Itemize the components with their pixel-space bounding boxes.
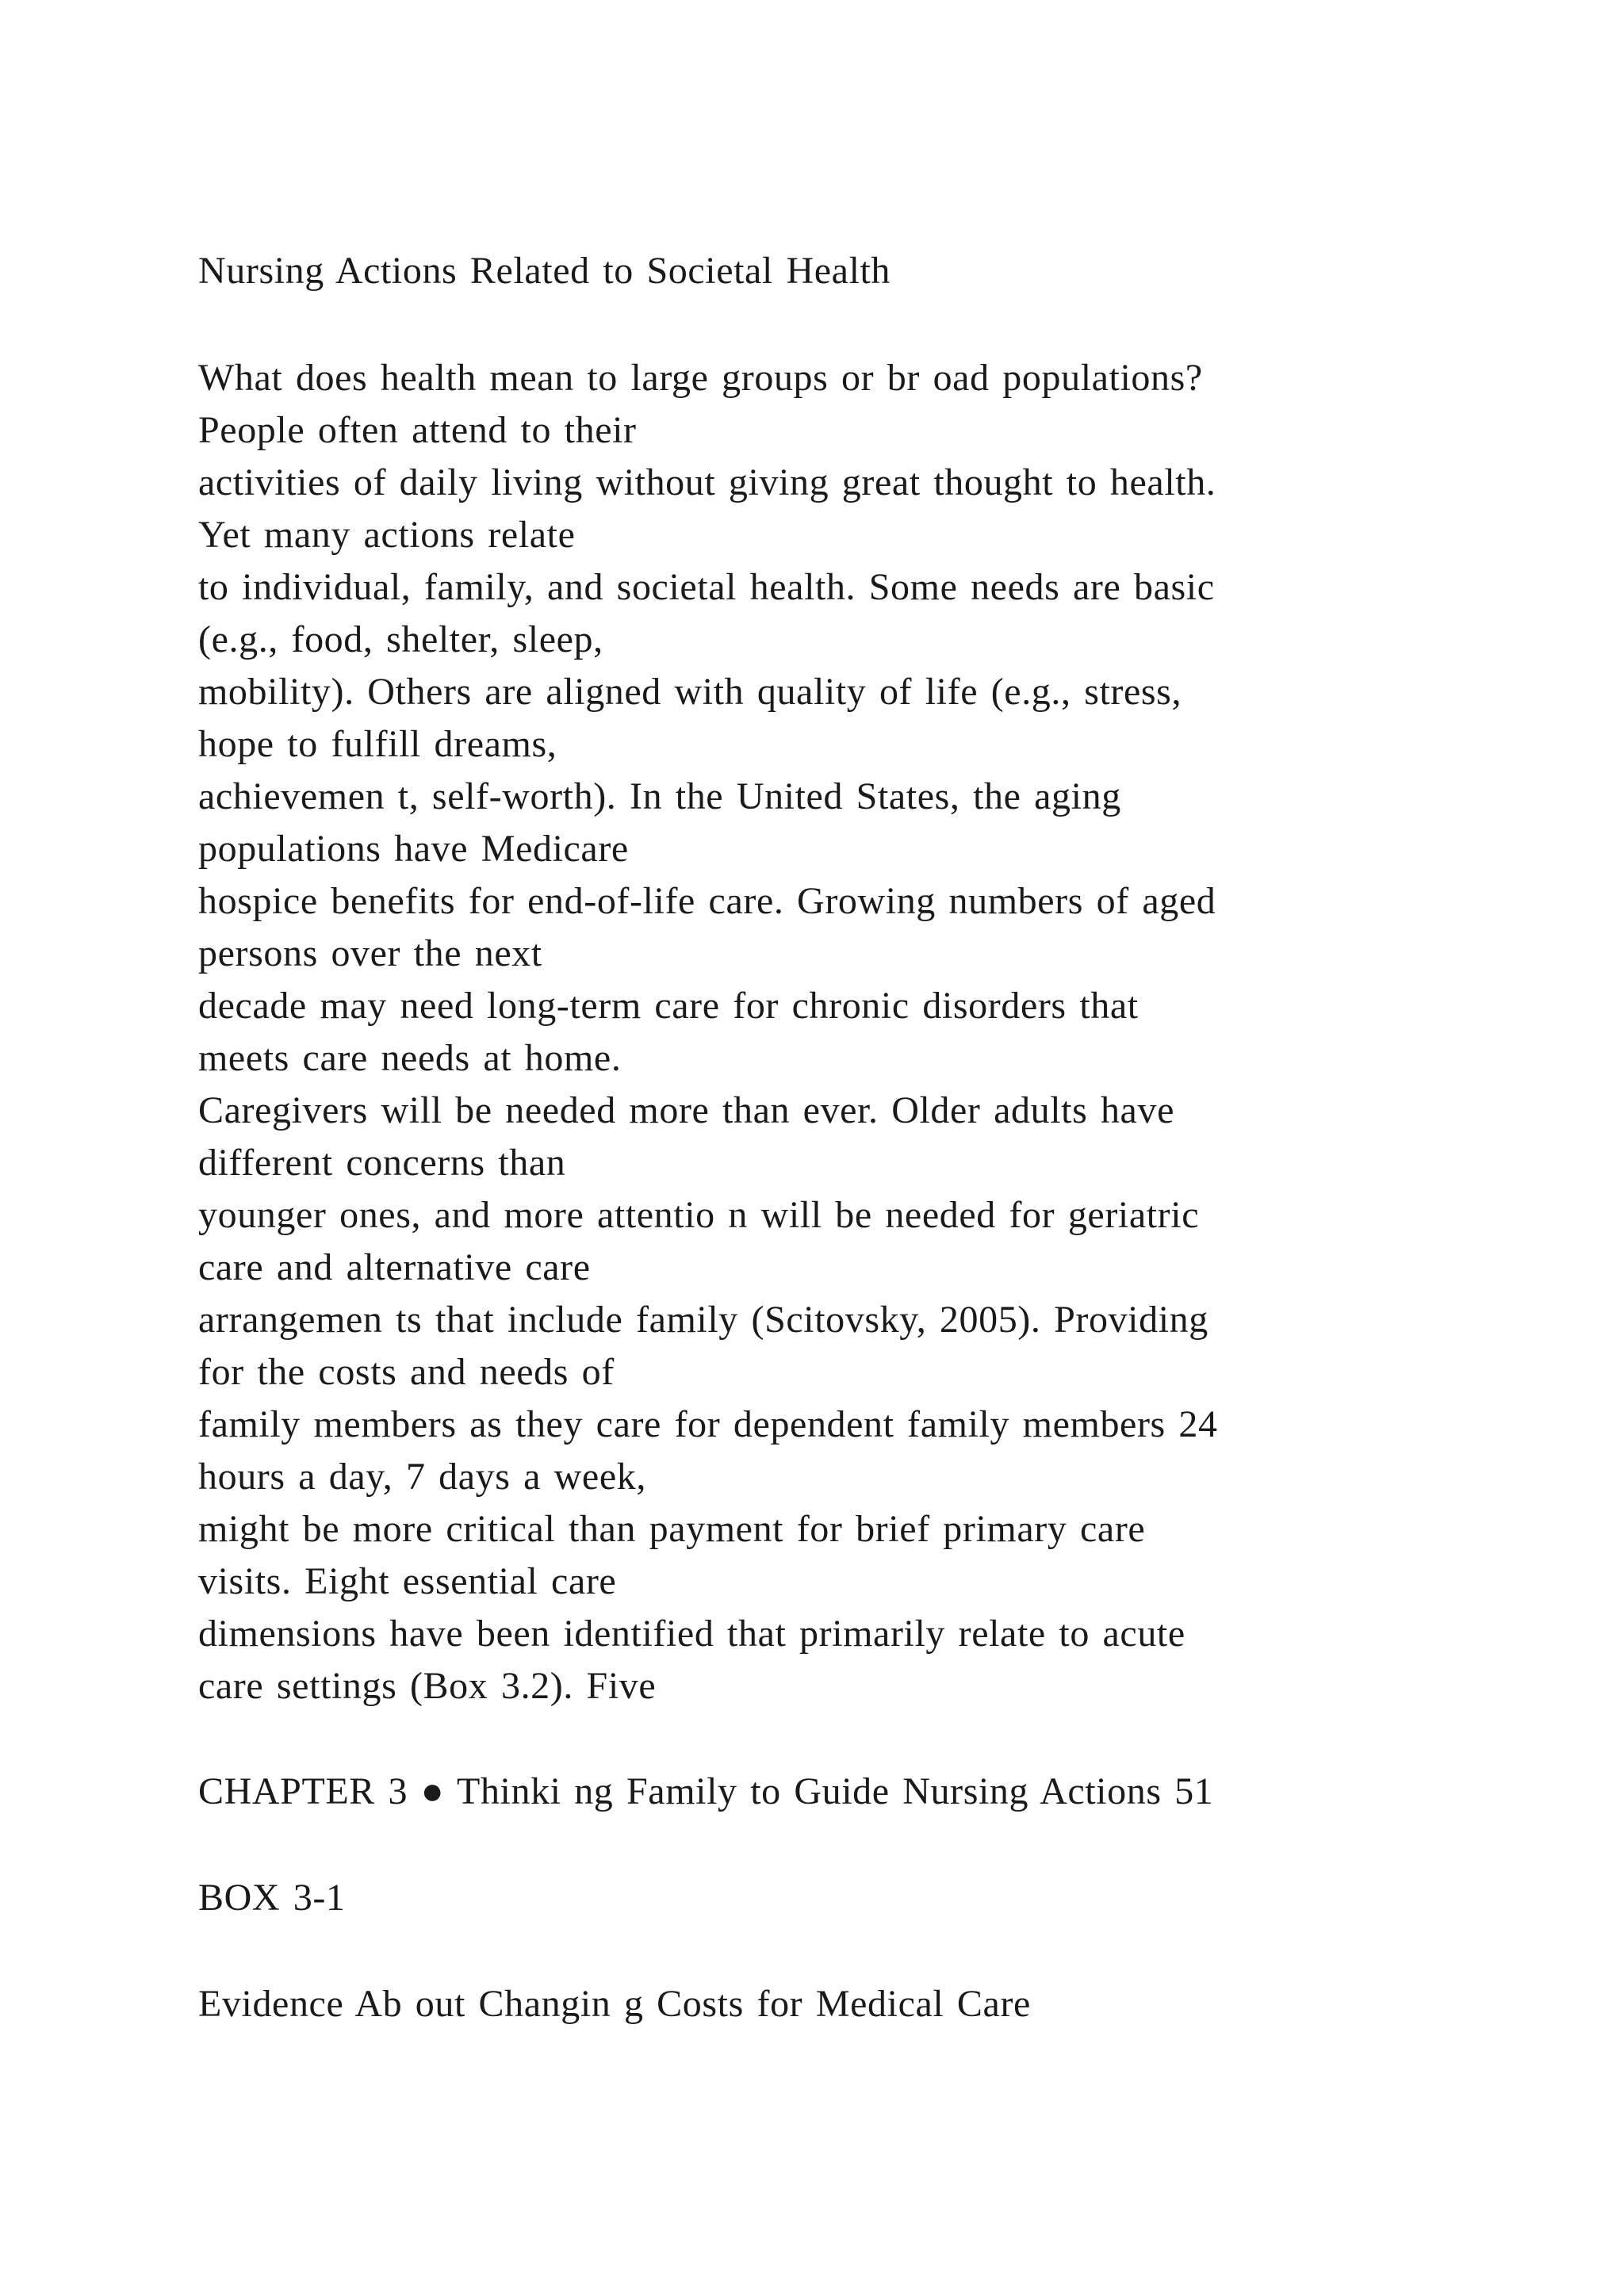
body-line: hospice benefits for end-of-life care. Growing numbers of aged	[198, 880, 1216, 922]
body-line: arrangemen ts that include family (Scitovsky, 2005). Providing	[198, 1299, 1208, 1341]
body-line: meets care needs at home.	[198, 1037, 622, 1079]
body-line: care and alternative care	[198, 1246, 591, 1288]
body-line: Yet many actions relate	[198, 514, 576, 556]
body-line: hope to fulfill dreams,	[198, 723, 557, 765]
body-line: care settings (Box 3.2). Five	[198, 1665, 657, 1707]
body-line: to individual, family, and societal health. Some needs are basic	[198, 566, 1215, 608]
body-line: younger ones, and more attentio n will be needed for geriatric	[198, 1194, 1200, 1236]
body-line: Caregivers will be needed more than ever. Older adults have	[198, 1089, 1174, 1131]
body-line: visits. Eight essential care	[198, 1560, 617, 1602]
body-line: populations have Medicare	[198, 828, 629, 870]
body-line: decade may need long-term care for chronic disorders that	[198, 985, 1139, 1027]
body-line: mobility). Others are aligned with quality of life (e.g., stress,	[198, 671, 1182, 713]
body-line: persons over the next	[198, 932, 542, 974]
body-line: family members as they care for dependent family members 24	[198, 1403, 1218, 1445]
body-line: activities of daily living without giving great thought to health.	[198, 461, 1216, 503]
body-line: People often attend to their	[198, 409, 637, 451]
body-line: What does health mean to large groups or br oad populations?	[198, 357, 1203, 399]
box-label: BOX 3-1	[198, 1877, 346, 1919]
body-line: different concerns than	[198, 1142, 566, 1184]
body-line: might be more critical than payment for brief primary care	[198, 1508, 1146, 1550]
body-line: for the costs and needs of	[198, 1351, 615, 1393]
body-line: (e.g., food, shelter, sleep,	[198, 618, 603, 660]
section-heading: Nursing Actions Related to Societal Health	[198, 250, 891, 292]
body-line: hours a day, 7 days a week,	[198, 1456, 646, 1498]
body-line: dimensions have been identified that primarily relate to acute	[198, 1613, 1185, 1655]
box-title: Evidence Ab out Changin g Costs for Medical Care	[198, 1983, 1031, 2025]
body-line: achievemen t, self-worth). In the United States, the aging	[198, 775, 1121, 817]
running-footer: CHAPTER 3 ● Thinki ng Family to Guide Nursing Actions 51	[198, 1770, 1214, 1812]
